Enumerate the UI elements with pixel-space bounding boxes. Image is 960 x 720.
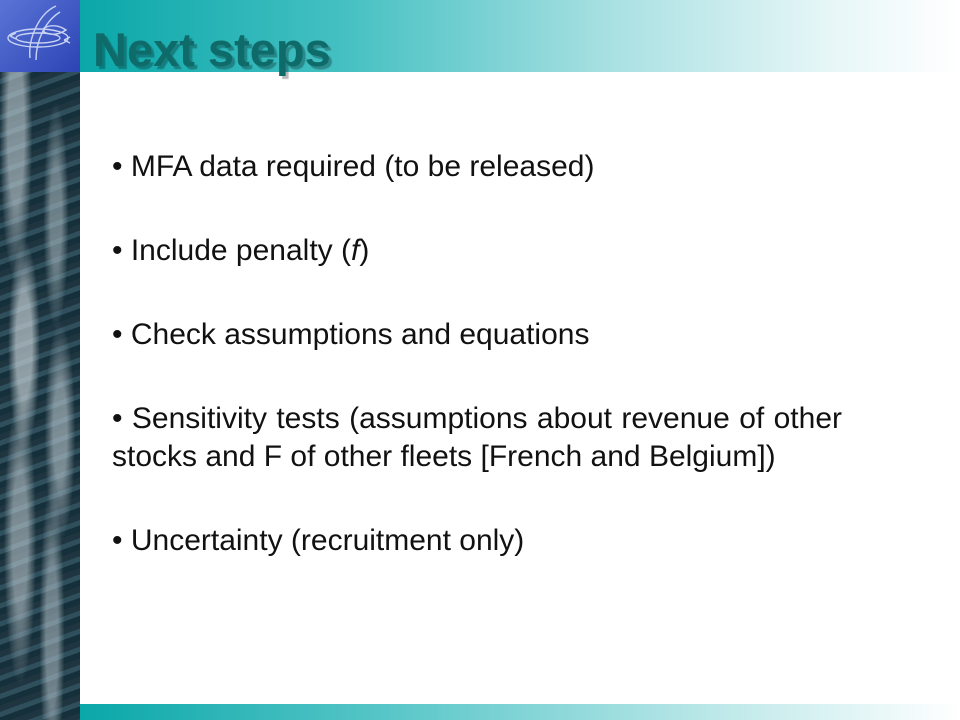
bullet-item: • Check assumptions and equations bbox=[112, 316, 842, 354]
bullet-list bbox=[112, 148, 842, 560]
bullet-text: Include penalty ( bbox=[130, 234, 351, 267]
sea-waves-image bbox=[0, 0, 80, 720]
bullet-item: • MFA data required (to be released) bbox=[112, 148, 842, 186]
bullet-item: • Sensitivity tests (assumptions about revenue of other stocks and F of other fleets [French and Belgium]) bbox=[112, 400, 842, 476]
fish-logo-icon bbox=[0, 0, 80, 72]
slide-title: Next steps bbox=[93, 23, 331, 76]
footer-band bbox=[80, 704, 960, 720]
bullet-item: • Uncertainty (recruitment only) bbox=[112, 522, 842, 560]
bullet-text: ) bbox=[359, 234, 370, 267]
bullet-italic-symbol: f bbox=[350, 234, 360, 267]
bullet-item bbox=[112, 232, 842, 270]
